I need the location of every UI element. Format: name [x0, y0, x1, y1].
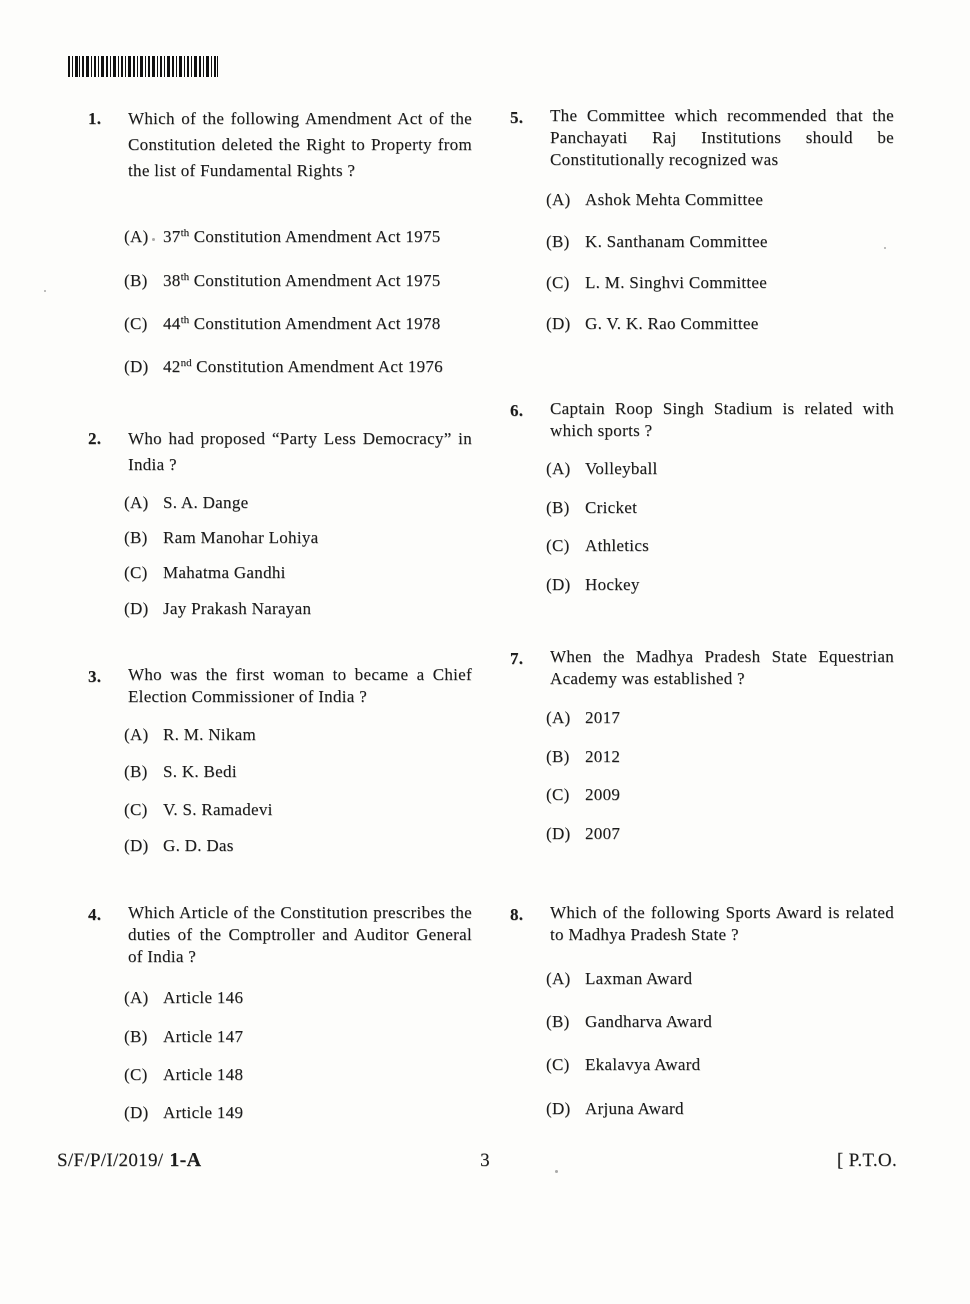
option-row [124, 722, 476, 747]
option-label: (A) [546, 459, 571, 478]
option-label: (C) [546, 1055, 570, 1074]
option-text-base: 38 [163, 271, 181, 290]
option-label: (D) [546, 824, 571, 843]
question-1 [88, 106, 472, 184]
option-row [546, 456, 898, 481]
option-label: (C) [546, 536, 570, 555]
option-text: Jay Prakash Narayan [163, 599, 312, 618]
question-text: Who was the first woman to became a Chief Election Commissioner of India ? [128, 665, 472, 706]
option-label: (D) [124, 1103, 149, 1122]
question-number: 3. [88, 667, 102, 686]
option-text: Article 146 [163, 988, 244, 1007]
option-row [546, 229, 898, 254]
option-text: Volleyball [585, 459, 658, 478]
question-3 [88, 664, 472, 708]
option-text: 2009 [585, 785, 621, 804]
pto-label: [ P.T.O. [836, 1150, 897, 1171]
ordinal-suffix: nd [180, 357, 192, 369]
option-label: (A) [546, 190, 571, 209]
option-text: 2012 [585, 747, 621, 766]
option-label: (C) [124, 563, 148, 582]
option-label: (B) [546, 1012, 570, 1031]
question-text: Which of the following Amendment Act of the Constitution deleted the Right to Property from the list of Fundamental Rights ? [128, 109, 472, 180]
option-text: Ashok Mehta Committee [585, 190, 764, 209]
question-7 [510, 646, 894, 690]
scan-speckle [555, 1170, 558, 1173]
barcode-icon [68, 56, 218, 77]
option-label: (B) [124, 528, 148, 547]
option-row [124, 525, 476, 550]
question-4 [88, 902, 472, 968]
option-label: (C) [124, 800, 148, 819]
option-text-rest: Constitution Amendment Act 1975 [189, 227, 441, 246]
option-row [124, 985, 476, 1010]
option-label: (A) [124, 988, 149, 1007]
option-row [546, 821, 898, 846]
question-number: 7. [510, 649, 524, 668]
paper-code [57, 1148, 201, 1173]
option-row [124, 224, 476, 249]
option-label: (B) [546, 232, 570, 251]
option-text: K. Santhanam Committee [585, 232, 768, 251]
option-text: S. K. Bedi [163, 762, 237, 781]
option-row [124, 833, 476, 858]
option-row [546, 311, 898, 336]
question-text: Captain Roop Singh Stadium is related with which sports ? [550, 399, 894, 440]
option-row [546, 966, 898, 991]
option-text [163, 311, 441, 336]
option-text: G. D. Das [163, 836, 234, 855]
option-text: Cricket [585, 498, 638, 517]
page-number: 3 [480, 1150, 490, 1171]
option-label: (D) [546, 314, 571, 333]
option-row [124, 596, 476, 621]
option-label: (D) [546, 575, 571, 594]
option-text [163, 354, 443, 379]
option-label: (C) [124, 314, 148, 333]
option-row [124, 490, 476, 515]
option-text: Laxman Award [585, 969, 693, 988]
scan-speckle [884, 247, 886, 249]
option-label: (A) [124, 725, 149, 744]
option-row [124, 797, 476, 822]
option-row [124, 1100, 476, 1125]
option-text-rest: Constitution Amendment Act 1976 [191, 357, 443, 376]
option-row [546, 782, 898, 807]
question-number: 4. [88, 905, 102, 924]
option-text: Arjuna Award [585, 1099, 684, 1118]
scan-speckle [44, 290, 46, 292]
option-label: (D) [124, 599, 149, 618]
option-text: Article 148 [163, 1065, 244, 1084]
option-text [163, 224, 441, 249]
option-label: (A) [546, 708, 571, 727]
option-row [546, 187, 898, 212]
option-row [546, 705, 898, 730]
ordinal-suffix: th [180, 271, 190, 283]
option-row [124, 759, 476, 784]
ordinal-suffix: th [180, 227, 190, 239]
option-text: R. M. Nikam [163, 725, 257, 744]
option-text: S. A. Dange [163, 493, 249, 512]
option-label: (D) [546, 1099, 571, 1118]
option-text: Ekalavya Award [585, 1055, 701, 1074]
option-text: Athletics [585, 536, 650, 555]
option-row [124, 560, 476, 585]
option-text: Ram Manohar Lohiya [163, 528, 319, 547]
option-row [124, 311, 476, 336]
option-label: (B) [124, 762, 148, 781]
question-8 [510, 902, 894, 946]
option-row [546, 270, 898, 295]
option-text: Hockey [585, 575, 640, 594]
option-row [546, 744, 898, 769]
option-text: Gandharva Award [585, 1012, 713, 1031]
option-text-base: 37 [163, 227, 181, 246]
question-number: 2. [88, 429, 102, 448]
option-row [546, 1009, 898, 1034]
question-2 [88, 426, 472, 478]
option-row [124, 1062, 476, 1087]
option-text-rest: Constitution Amendment Act 1978 [189, 314, 441, 333]
question-number: 8. [510, 905, 524, 924]
option-text: G. V. K. Rao Committee [585, 314, 759, 333]
option-row [124, 354, 476, 379]
option-row [546, 1052, 898, 1077]
option-text-rest: Constitution Amendment Act 1975 [189, 271, 441, 290]
question-text: Which Article of the Constitution prescribes the duties of the Comptroller and Auditor General of India ? [128, 903, 472, 966]
option-text: Mahatma Gandhi [163, 563, 286, 582]
option-text: 2007 [585, 824, 621, 843]
option-label: (B) [124, 271, 148, 290]
ordinal-suffix: th [180, 314, 190, 326]
option-label: (C) [124, 1065, 148, 1084]
option-label: (A) [546, 969, 571, 988]
option-text: 2017 [585, 708, 621, 727]
option-label: (D) [124, 836, 149, 855]
option-label: (D) [124, 357, 149, 376]
option-row [124, 1024, 476, 1049]
option-row [546, 1096, 898, 1121]
option-label: (B) [124, 1027, 148, 1046]
option-row [546, 572, 898, 597]
question-text: The Committee which recommended that the Panchayati Raj Institutions should be Constitutionally recognized was [550, 106, 894, 169]
set-code: 1-A [169, 1149, 202, 1171]
question-6 [510, 398, 894, 442]
option-row [124, 268, 476, 293]
option-label: (B) [546, 498, 570, 517]
option-label: (B) [546, 747, 570, 766]
option-text [163, 268, 441, 293]
question-number: 1. [88, 109, 102, 128]
question-text: When the Madhya Pradesh State Equestrian Academy was established ? [550, 647, 894, 688]
option-text-base: 44 [163, 314, 181, 333]
question-5 [510, 105, 894, 171]
option-label: (A) [124, 493, 149, 512]
option-row [546, 495, 898, 520]
option-row [546, 533, 898, 558]
option-text: Article 149 [163, 1103, 244, 1122]
question-text: Who had proposed “Party Less Democracy” in India ? [128, 429, 472, 474]
option-text: Article 147 [163, 1027, 244, 1046]
option-label: (A) [124, 227, 149, 246]
question-number: 5. [510, 108, 524, 127]
paper-code-text: S/F/P/I/2019/ [57, 1150, 164, 1171]
scan-speckle [152, 238, 155, 241]
option-text: L. M. Singhvi Committee [585, 273, 768, 292]
option-label: (C) [546, 785, 570, 804]
option-label: (C) [546, 273, 570, 292]
question-text: Which of the following Sports Award is related to Madhya Pradesh State ? [550, 903, 894, 944]
question-number: 6. [510, 401, 524, 420]
option-text-base: 42 [163, 357, 181, 376]
option-text: V. S. Ramadevi [163, 800, 273, 819]
